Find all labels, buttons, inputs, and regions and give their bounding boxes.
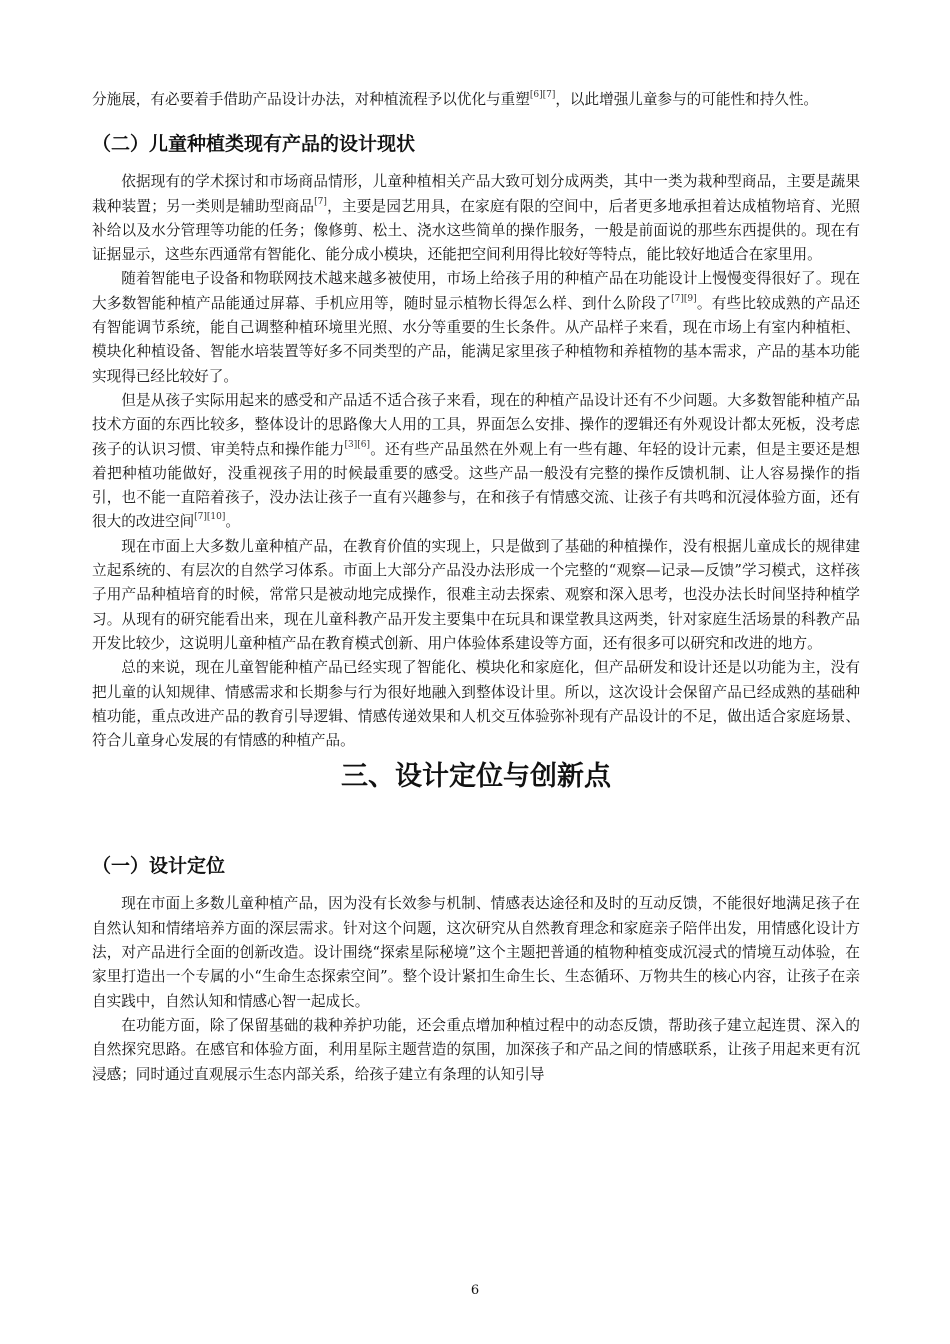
citation: [7] — [314, 196, 327, 207]
citation: [7][10] — [194, 512, 226, 523]
section-heading: （二）儿童种植类现有产品的设计现状 — [92, 133, 416, 156]
page-number: 6 — [470, 1283, 480, 1298]
paragraph-text: 。有些比较成熟的产品还有智能调节系统，能自己调整种植环境里光照、水分等重要的生长条件。从产品样子来看，现在市场上有室内种植柜、模块化种植设备、智能水培装置等好多不同类型的产品，能满足家里孩子种植物和养植物的基本需求，产品的基本功能实现得已经比较好了。 — [92, 294, 860, 385]
paragraph-text: 但是从孩子实际用起来的感受和产品适不适合孩子来看，现在的种植产品设计还有不少问题。大多数智能种植产品技术方面的东西比较多，整体设计的思路像大人用的工具，界面怎么安排、操作的逻辑还有外观设计都太死板，没考虑孩子的认识习惯、审美特点和操作能力 — [92, 391, 860, 458]
citation: [7][9] — [671, 293, 697, 304]
paragraph — [92, 170, 860, 267]
citation: [3][6] — [344, 439, 370, 450]
paragraph-text: 随着智能电子设备和物联网技术越来越多被使用，市场上给孩子用的种植产品在功能设计上慢慢变得很好了。现在大多数智能种植产品能通过屏幕、手机应用等，随时显示植物长得怎么样、到什么阶段了 — [92, 270, 860, 312]
paragraph: 现在市面上多数儿童种植产品，因为没有长效参与机制、情感表达途径和及时的互动反馈，不能很好地满足孩子在自然认知和情绪培养方面的深层需求。针对这个问题，这次研究从自然教育理念和家庭亲子陪伴出发，用情感化设计方法，对产品进行全面的创新改造。设计围绕“探索星际秘境”这个主题把普通的植物种植变成沉浸式的情境互动体验，在家里打造出一个专属的小“生命生态探索空间”。整个设计紧扣生命生长、生态循环、万物共生的核心内容，让孩子在亲自实践中，自然认知和情感心智一起成长。 — [92, 895, 860, 1010]
paragraph: 总的来说，现在儿童智能种植产品已经实现了智能化、模块化和家庭化，但产品研发和设计还是以功能为主，没有把儿童的认知规律、情感需求和长期参与行为很好地融入到整体设计里。所以，这次设计会保留产品已经成熟的基础种植功能，重点改进产品的教育引导逻辑、情感传递效果和人机交互体验弥补现有产品设计的不足，做出适合家庭场景、符合儿童身心发展的有情感的种植产品。 — [92, 659, 860, 750]
paragraph — [92, 389, 860, 535]
paragraph: 现在市面上大多数儿童种植产品，在教育价值的实现上，只是做到了基础的种植操作，没有根据儿童成长的规律建立起系统的、有层次的自然学习体系。市面上大部分产品没办法形成一个完整的“观察—记录—反馈”学习模式，这样孩子用产品种植培育的时候，常常只是被动地完成操作，很难主动去探索、观察和深入思考，也没办法长时间坚持种植学习。从现有的研究能看出来，现在儿童科教产品开发主要集中在玩具和课堂教具这两类，针对家庭生活场景的科教产品开发比较少，这说明儿童种植产品在教育模式创新、用户体验体系建设等方面，还有很多可以研究和改进的地方。 — [92, 537, 860, 652]
paragraph-continued — [92, 88, 860, 112]
paragraph-text: 。还有些产品虽然在外观上有一些有趣、年轻的设计元素，但是主要还是想着把种植功能做好，没重视孩子用的时候最重要的感受。这些产品一般没有完整的操作反馈机制、让人容易操作的指引，也不能一直陪着孩子，没办法让孩子一直有兴趣参与，在和孩子有情感交流、让孩子有共鸣和沉浸体验方面，还有很大的改进空间 — [92, 440, 860, 531]
paragraph-text: ，以此增强儿童参与的可能性和持久性。 — [555, 91, 819, 108]
section-heading: （一）设计定位 — [92, 855, 226, 878]
paragraph — [92, 267, 860, 388]
paragraph-text: 依据现有的学术探讨和市场商品情形，儿童种植相关产品大致可划分成两类，其中一类为栽种型商品，主要是蔬果栽种装置；另一类则是辅助型商品 — [92, 173, 860, 215]
document-page — [92, 88, 860, 1087]
paragraph-text: ，主要是园艺用具，在家庭有限的空间中，后者更多地承担着达成植物培育、光照补给以及水分管理等功能的任务；像修剪、松土、浇水这些简单的操作服务，一般是前面说的那些东西提供的。现在有证据显示，这些东西通常有智能化、能分成小模块，还能把空间利用得比较好等特点，能比较好地适合在家里用。 — [92, 197, 860, 264]
paragraph-text: 分施展，有必要着手借助产品设计办法，对种植流程予以优化与重塑 — [92, 91, 530, 108]
chapter-heading: 三、设计定位与创新点 — [341, 761, 611, 793]
paragraph: 在功能方面，除了保留基础的栽种养护功能，还会重点增加种植过程中的动态反馈，帮助孩子建立起连贯、深入的自然探究思路。在感官和体验方面，利用星际主题营造的氛围，加深孩子和产品之间的情感联系，让孩子用起来更有沉浸感；同时通过直观展示生态内部关系，给孩子建立有条理的认知引导 — [92, 1016, 860, 1083]
paragraph-text: 。 — [225, 513, 241, 531]
citation: [6][7] — [529, 90, 556, 100]
